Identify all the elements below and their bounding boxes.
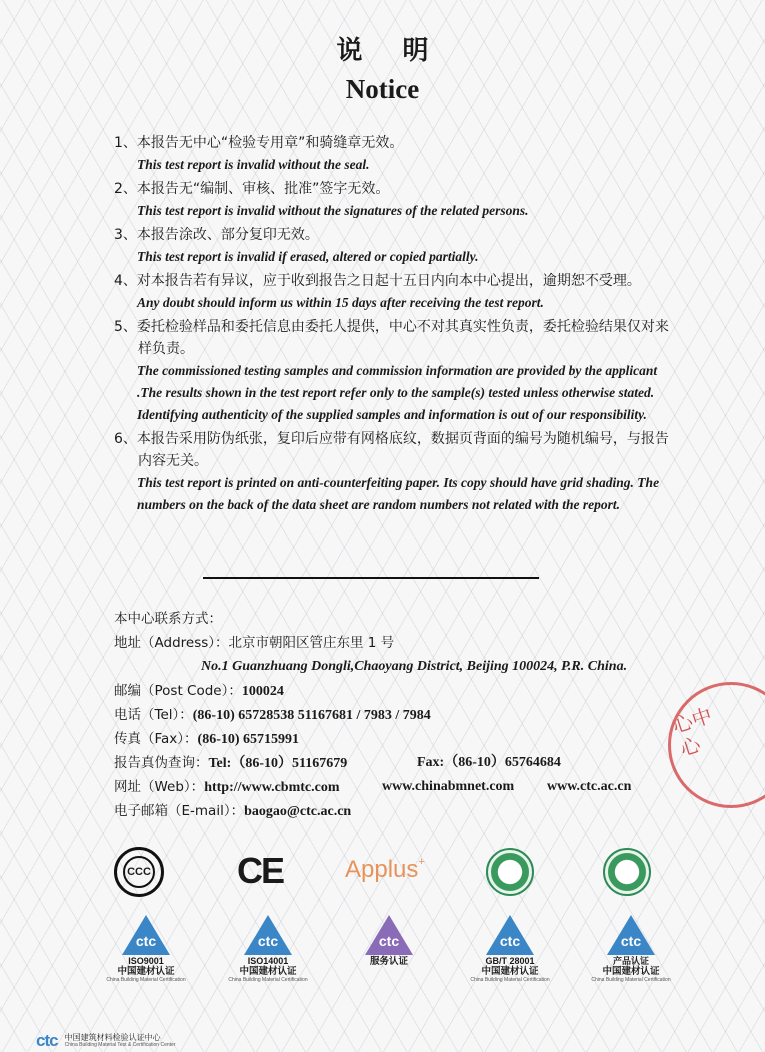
ctc-triangle-icon — [365, 915, 413, 955]
cert-sub: China Building Material Certification — [106, 977, 186, 983]
notice-item-cn: 3、本报告涂改、部分复印无效。 — [114, 227, 319, 243]
notice-item-1 — [114, 132, 674, 176]
cert-iso14001 — [228, 915, 308, 983]
ce-logo: CE — [237, 850, 284, 891]
fax-value: (86-10) 65715991 — [197, 732, 300, 747]
cert-service — [349, 915, 429, 967]
notice-item-en: Any doubt should inform us within 15 days after receiving the test report. — [137, 295, 544, 310]
logo-row-top — [0, 842, 765, 902]
divider-rule — [203, 577, 539, 579]
address-en: No.1 Guanzhuang Dongli,Chaoyang District, Beijing 100024, P.R. China. — [201, 659, 628, 674]
postcode-value: 100024 — [241, 684, 284, 699]
cert-code: 产品认证 — [612, 956, 649, 966]
email-row — [114, 799, 674, 823]
web-label: 网址（Web）： — [114, 779, 205, 795]
tel-label: 电话（Tel）： — [114, 707, 193, 723]
green-seal-icon — [603, 848, 651, 896]
email-link[interactable]: baogao@ctc.ac.cn — [244, 804, 352, 819]
notice-item-en: This test report is invalid without the signatures of the related persons. — [137, 203, 529, 218]
fax-row — [114, 727, 674, 751]
cert-name: 服务认证 — [369, 956, 408, 967]
notice-item-cn: 6、本报告采用防伪纸张，复印后应带有网格底纹，数据页背面的编号为随机编号，与报告内容无关。 — [114, 431, 669, 469]
notice-item-en: This test report is invalid without the seal. — [137, 157, 370, 172]
ctc-mark: ctc — [257, 933, 279, 949]
verify-label: 报告真伪查询： — [114, 755, 209, 771]
ctc-mark: ctc — [620, 933, 642, 949]
page-title-en: Notice — [345, 74, 420, 104]
cert-name: 中国建材认证 — [117, 966, 175, 977]
cert-name: 中国建材认证 — [239, 966, 297, 977]
notice-item-cn: 5、委托检验样品和委托信息由委托人提供，中心不对其真实性负责，委托检验结果仅对来样负责。 — [114, 319, 669, 357]
notice-item-2 — [114, 178, 674, 222]
notice-item-cn: 2、本报告无“编制、审核、批准”签字无效。 — [114, 181, 390, 197]
postcode-label: 邮编（Post Code）： — [114, 683, 242, 699]
fax-label: 传真（Fax）： — [114, 731, 198, 747]
green-seal-icon — [486, 848, 534, 896]
cert-code: GB/T 28001 — [485, 956, 535, 966]
notice-item-en: This test report is printed on anti-counterfeiting paper. Its copy should have grid shading. The numbers on the back of the data sheet are random numbers not related with the report. — [137, 475, 660, 512]
red-seal-text: 心中心 — [669, 702, 716, 762]
notice-item-6 — [114, 428, 674, 516]
postcode-row — [114, 679, 674, 703]
cert-sub: China Building Material Certification — [591, 977, 671, 983]
address-row — [114, 631, 674, 655]
tel-row — [114, 703, 674, 727]
ctc-triangle-icon — [607, 915, 655, 955]
cert-code: ISO9001 — [128, 956, 164, 966]
cert-name: 中国建材认证 — [602, 966, 660, 977]
web-link-2[interactable]: www.chinabmnet.com — [382, 779, 515, 794]
notice-item-cn: 4、对本报告若有异议，应于收到报告之日起十五日内向本中心提出，逾期恕不受理。 — [114, 273, 641, 289]
verify-row — [114, 751, 674, 775]
contact-info — [114, 607, 674, 823]
web-link-3[interactable]: www.ctc.ac.cn — [547, 779, 632, 794]
notice-list — [114, 132, 674, 518]
email-label: 电子邮箱（E-mail）： — [114, 803, 245, 819]
notice-item-3 — [114, 224, 674, 268]
verify-fax: Fax:（86-10）65764684 — [417, 755, 561, 770]
verify-tel: Tel:（86-10）51167679 — [208, 756, 348, 771]
ctc-triangle-icon — [486, 915, 534, 955]
ccc-logo-text: CCC — [123, 856, 155, 888]
footer-ctc-mark: ctc — [36, 1030, 58, 1050]
notice-item-5 — [114, 316, 674, 426]
certification-row — [0, 915, 765, 985]
footer-org-en: China Building Material Test & Certification Center — [64, 1042, 176, 1048]
address-cn: 北京市朝阳区管庄东里 1 号 — [228, 635, 395, 651]
web-row — [114, 775, 674, 799]
page-title-cn: 说明 — [336, 36, 469, 66]
notice-item-cn: 1、本报告无中心“检验专用章”和骑缝章无效。 — [114, 135, 404, 151]
ccc-logo — [114, 847, 164, 897]
cert-product — [591, 915, 671, 983]
ctc-mark: ctc — [135, 933, 157, 949]
address-label: 地址（Address）： — [114, 635, 229, 651]
ctc-mark: ctc — [378, 933, 400, 949]
cert-code: ISO14001 — [247, 956, 289, 966]
notice-item-4 — [114, 270, 674, 314]
notice-item-en: This test report is invalid if erased, altered or copied partially. — [137, 249, 479, 264]
cert-sub: China Building Material Certification — [470, 977, 550, 983]
ctc-triangle-icon — [244, 915, 292, 955]
ctc-triangle-icon — [122, 915, 170, 955]
cert-name: 中国建材认证 — [481, 966, 539, 977]
applus-logo — [345, 856, 425, 884]
footer-logo — [36, 1030, 176, 1050]
cert-gbt28001 — [470, 915, 550, 983]
applus-plus-icon: + — [418, 856, 425, 868]
cert-iso9001 — [106, 915, 186, 983]
cert-sub: China Building Material Certification — [228, 977, 308, 983]
ctc-mark: ctc — [499, 933, 521, 949]
web-link-1[interactable]: http://www.cbmtc.com — [204, 780, 340, 795]
footer-org-cn: 中国建筑材料检验认证中心 — [64, 1033, 161, 1042]
applus-logo-text: Applus — [345, 856, 419, 883]
contact-heading: 本中心联系方式： — [114, 611, 222, 627]
footer-org-name — [65, 1033, 176, 1048]
notice-item-en: The commissioned testing samples and commission information are provided by the applicant .The results shown in the test report refer only to the sample(s) tested unless otherwise stated. Identifying authenticity of the supplied samples and information is out of our responsibility. — [137, 363, 658, 422]
tel-value: (86-10) 65728538 51167681 / 7983 / 7984 — [192, 708, 431, 723]
